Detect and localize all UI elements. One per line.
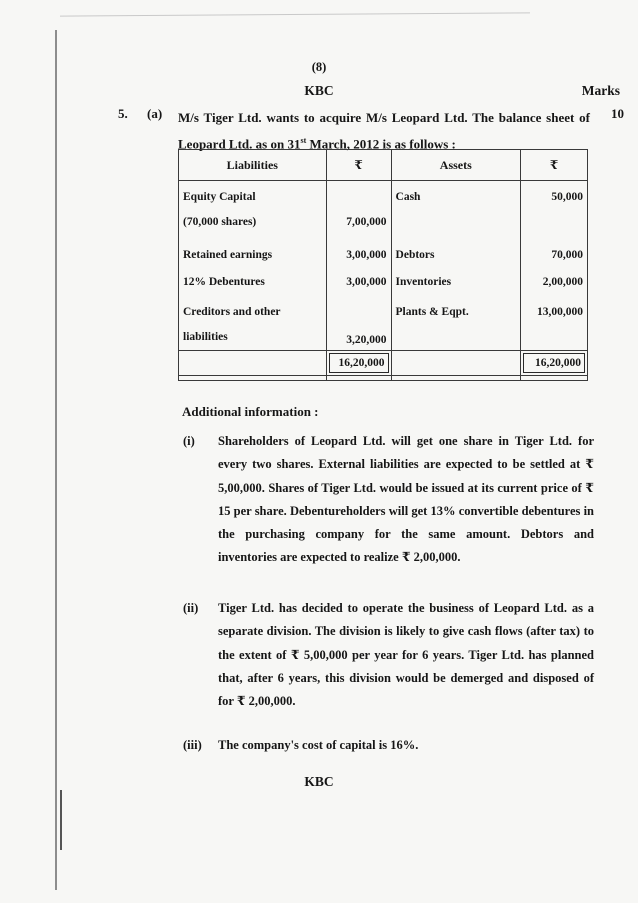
liability-name: Creditors and other xyxy=(183,306,281,318)
liability-amount: 3,00,000 xyxy=(346,249,387,261)
asset-name: Inventories xyxy=(395,276,452,288)
question-number: 5. xyxy=(118,106,128,121)
asset-name: Plants & Eqpt. xyxy=(395,306,469,318)
total-assets: 16,20,000 xyxy=(523,353,585,373)
item-text: Shareholders of Leopard Ltd. will get one share in Tiger Ltd. for every two shares. External liabilities are expected to be settled at ₹ 5,00,000. Shares of Tiger Ltd. would be issued at its current price of ₹ 15 per share. Debentureholders will get 13% convertible debentures in the purchasing company for the same amount. Debtors and inventories are expected to realize ₹ 2,00,000. xyxy=(218,434,594,565)
question-intro-text: M/s Tiger Ltd. wants to acquire M/s Leopard Ltd. The balance sheet of Leopard Ltd. as on 31 xyxy=(178,110,590,152)
question-intro xyxy=(178,106,590,155)
liability-name: Equity Capital xyxy=(183,191,256,203)
assets-amount-header: ₹ xyxy=(521,150,588,181)
item-label: (ii) xyxy=(183,601,199,615)
total-spacer xyxy=(179,351,327,376)
scan-edge-mark xyxy=(60,790,62,850)
asset-amount: 70,000 xyxy=(551,249,583,261)
item-label: (iii) xyxy=(183,738,202,752)
liability-name: 12% Debentures xyxy=(183,276,265,288)
asset-name: Debtors xyxy=(395,249,435,261)
total-row xyxy=(179,351,588,376)
additional-info-heading: Additional information : xyxy=(182,404,319,419)
liability-amount: 3,20,000 xyxy=(346,334,387,346)
table-header-row xyxy=(179,150,588,181)
question-part: (a) xyxy=(147,106,163,121)
question-marks: 10 xyxy=(611,106,624,121)
asset-amount: 13,00,000 xyxy=(537,306,583,318)
liability-name: liabilities xyxy=(183,331,228,343)
balance-sheet-table xyxy=(178,149,588,381)
table-end-row xyxy=(179,376,588,381)
item-text: Tiger Ltd. has decided to operate the business of Leopard Ltd. as a separate division. The division is likely to give cash flows (after tax) to the extent of ₹ 5,00,000 per year for 6 years. Tiger Ltd. has planned that, after 6 years, this division would be demerged and disposed of for ₹ 2,00,000. xyxy=(218,601,594,709)
scan-left-edge xyxy=(55,30,57,890)
total-liabilities: 16,20,000 xyxy=(329,353,389,373)
table-row xyxy=(179,235,588,267)
marks-heading: Marks xyxy=(581,83,620,98)
assets-header: Assets xyxy=(391,150,521,181)
scan-top-line xyxy=(60,12,530,16)
table-row xyxy=(179,267,588,297)
paper-code-top: KBC xyxy=(304,83,334,98)
page-number: (8) xyxy=(311,60,327,74)
table-row xyxy=(179,181,588,236)
liability-name: Retained earnings xyxy=(183,249,273,261)
asset-name: Cash xyxy=(395,191,421,203)
liabilities-amount-header: ₹ xyxy=(326,150,391,181)
question-intro-end: March, 2012 is as follows : xyxy=(306,136,456,152)
liability-amount xyxy=(331,297,387,325)
liabilities-header: Liabilities xyxy=(179,150,327,181)
paper-code-bottom: KBC xyxy=(304,774,334,789)
item-text: The company's cost of capital is 16%. xyxy=(218,738,419,752)
asset-amount: 2,00,000 xyxy=(542,276,583,288)
asset-amount: 50,000 xyxy=(551,191,583,203)
liability-amount: 3,00,000 xyxy=(346,276,387,288)
date-superscript: st xyxy=(300,136,307,145)
liability-amount xyxy=(331,185,387,210)
table-row xyxy=(179,297,588,351)
liability-amount: 7,00,000 xyxy=(346,216,387,228)
liability-name: (70,000 shares) xyxy=(183,216,257,228)
total-spacer xyxy=(391,351,521,376)
item-label: (i) xyxy=(183,434,195,448)
